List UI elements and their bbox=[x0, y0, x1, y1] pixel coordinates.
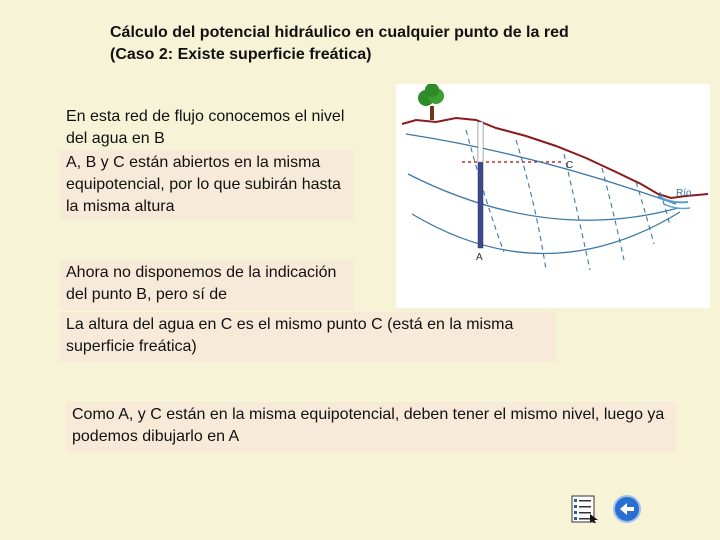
ground-surface-line bbox=[402, 118, 708, 198]
label-river: Río bbox=[676, 188, 692, 199]
title-line-1: Cálculo del potencial hidráulico en cualquier punto de la red bbox=[110, 24, 569, 41]
flow-net-diagram bbox=[396, 84, 710, 308]
text-block-no-indication: Ahora no disponemos de la indicación del punto B, pero sí de bbox=[60, 260, 354, 310]
index-list-icon bbox=[570, 494, 600, 524]
text-block-known-level: En esta red de flujo conocemos el nivel del agua en B bbox=[66, 108, 345, 147]
title-line-2: (Caso 2: Existe superficie freática) bbox=[110, 46, 372, 63]
back-button[interactable] bbox=[612, 494, 642, 524]
index-button[interactable] bbox=[570, 494, 600, 524]
text-block-height-at-c: La altura del agua en C es el mismo punto C (está en la misma superficie freática) bbox=[60, 312, 556, 362]
text-block-conclusion: Como A, y C están en la misma equipotencial, deben tener el mismo nivel, luego ya podemos dibujarlo en A bbox=[66, 402, 676, 452]
flow-lines bbox=[406, 134, 680, 254]
back-arrow-icon bbox=[612, 494, 642, 524]
slide-title bbox=[110, 22, 670, 66]
tree-icon bbox=[418, 84, 444, 120]
label-c: C bbox=[566, 160, 574, 171]
label-a: A bbox=[476, 252, 483, 263]
text-block-equipotential: A, B y C están abiertos en la misma equipotencial, por lo que subirán hasta la misma altura bbox=[60, 150, 354, 220]
